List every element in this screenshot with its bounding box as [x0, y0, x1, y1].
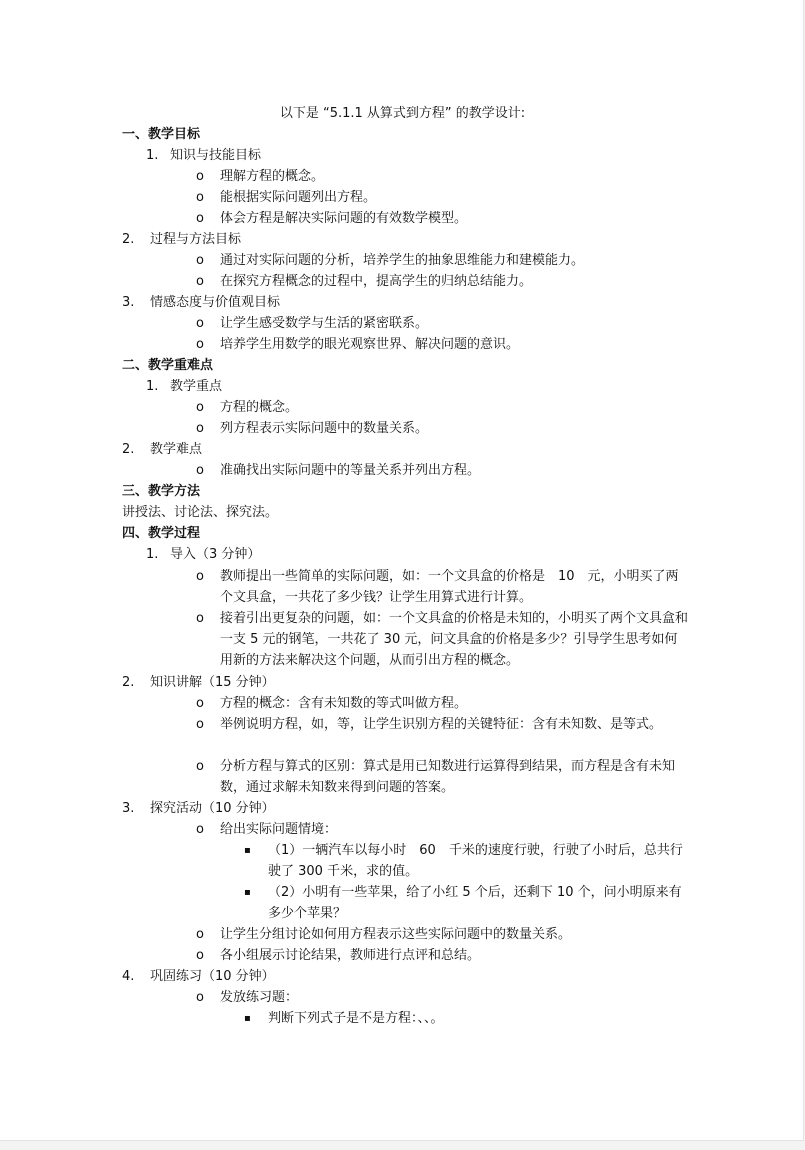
- circle-bullet-icon: o: [196, 253, 204, 268]
- circle-bullet-icon: o: [196, 948, 204, 963]
- item-number: 2.: [122, 232, 135, 247]
- bullet-text: 发放练习题：: [220, 990, 299, 1005]
- item-number: 2.: [122, 442, 135, 457]
- item-number: 1.: [146, 547, 159, 562]
- bullet-text: 分析方程与算式的区别：算式是用已知数进行运算得到结果，而方程是含有未知数，通过求解未知数来得到问题的答案。: [220, 759, 676, 795]
- methods-text: 讲授法、讨论法、探究法。: [122, 505, 279, 520]
- item-label: 教学重点: [170, 379, 223, 394]
- item-label: 探究活动（10 分钟）: [150, 801, 275, 816]
- bullet-text: 方程的概念：含有未知数的等式叫做方程。: [220, 696, 468, 711]
- bullet-text: 给出实际问题情境：: [220, 822, 338, 837]
- circle-bullet-icon: o: [196, 169, 204, 184]
- square-bullet-icon: ▪: [244, 887, 251, 898]
- circle-bullet-icon: o: [196, 569, 204, 584]
- section-heading-process: 四、教学过程: [122, 526, 201, 541]
- circle-bullet-icon: o: [196, 421, 204, 436]
- item-label: 知识讲解（15 分钟）: [150, 675, 275, 690]
- circle-bullet-icon: o: [196, 717, 204, 732]
- item-number: 2.: [122, 675, 135, 690]
- square-bullet-icon: ▪: [244, 1013, 251, 1024]
- bullet-text: 让学生感受数学与生活的紧密联系。: [220, 316, 429, 331]
- circle-bullet-icon: o: [196, 316, 204, 331]
- document-title: 以下是 “5.1.1 从算式到方程” 的教学设计:: [279, 106, 526, 121]
- bullet-text: 教师提出一些简单的实际问题，如：一个文具盒的价格是 10 元，小明买了两个文具盒，一共花了多少钱？让学生用算式进行计算。: [220, 569, 679, 605]
- section-heading-objectives: 一、教学目标: [122, 127, 201, 142]
- sub-bullet-text: （1）一辆汽车以每小时 60 千米的速度行驶，行驶了小时后，总共行驶了 300 千米，求的值。: [268, 843, 683, 879]
- item-number: 4.: [122, 969, 135, 984]
- section-heading-methods: 三、教学方法: [122, 484, 201, 499]
- item-number: 1.: [146, 148, 159, 163]
- item-number: 3.: [122, 801, 135, 816]
- circle-bullet-icon: o: [196, 337, 204, 352]
- bullet-text: 让学生分组讨论如何用方程表示这些实际问题中的数量关系。: [220, 927, 572, 942]
- item-label: 知识与技能目标: [170, 148, 262, 163]
- circle-bullet-icon: o: [196, 190, 204, 205]
- circle-bullet-icon: o: [196, 696, 204, 711]
- item-label: 导入（3 分钟）: [170, 547, 261, 562]
- bullet-text: 通过对实际问题的分析，培养学生的抽象思维能力和建模能力。: [220, 253, 585, 268]
- bullet-text: 培养学生用数学的眼光观察世界、解决问题的意识。: [220, 337, 520, 352]
- bullet-text: 方程的概念。: [220, 400, 299, 415]
- circle-bullet-icon: o: [196, 463, 204, 478]
- bullet-text: 能根据实际问题列出方程。: [220, 190, 377, 205]
- bullet-text: 接着引出更复杂的问题，如：一个文具盒的价格是未知的，小明买了两个文具盒和一支 5 元的钢笔，一共花了 30 元，问文具盒的价格是多少？引导学生思考如何用新的方法来解决这个问题，从而引出方程的概念。: [220, 611, 689, 668]
- circle-bullet-icon: o: [196, 759, 204, 774]
- bullet-text: 体会方程是解决实际问题的有效数学模型。: [220, 211, 468, 226]
- item-label: 教学难点: [150, 442, 203, 457]
- bullet-text: 各小组展示讨论结果，教师进行点评和总结。: [220, 948, 481, 963]
- circle-bullet-icon: o: [196, 400, 204, 415]
- square-bullet-icon: ▪: [244, 845, 251, 856]
- bullet-text: 理解方程的概念。: [220, 169, 325, 184]
- sub-bullet-text: 判断下列式子是不是方程：、、。: [268, 1011, 444, 1026]
- circle-bullet-icon: o: [196, 822, 204, 837]
- bullet-text: 准确找出实际问题中的等量关系并列出方程。: [220, 463, 481, 478]
- bullet-text: 列方程表示实际问题中的数量关系。: [220, 421, 429, 436]
- circle-bullet-icon: o: [196, 211, 204, 226]
- item-label: 情感态度与价值观目标: [150, 295, 281, 310]
- section-heading-key-points: 二、教学重难点: [122, 358, 214, 373]
- circle-bullet-icon: o: [196, 611, 204, 626]
- circle-bullet-icon: o: [196, 990, 204, 1005]
- bullet-text: 在探究方程概念的过程中，提高学生的归纳总结能力。: [220, 274, 533, 289]
- item-label: 巩固练习（10 分钟）: [150, 969, 275, 984]
- circle-bullet-icon: o: [196, 927, 204, 942]
- bullet-text: 举例说明方程，如，等，让学生识别方程的关键特征：含有未知数、是等式。: [220, 717, 663, 732]
- circle-bullet-icon: o: [196, 274, 204, 289]
- item-number: 3.: [122, 295, 135, 310]
- item-number: 1.: [146, 379, 159, 394]
- item-label: 过程与方法目标: [150, 232, 242, 247]
- sub-bullet-text: （2）小明有一些苹果，给了小红 5 个后，还剩下 10 个，问小明原来有多少个苹果？: [268, 885, 682, 921]
